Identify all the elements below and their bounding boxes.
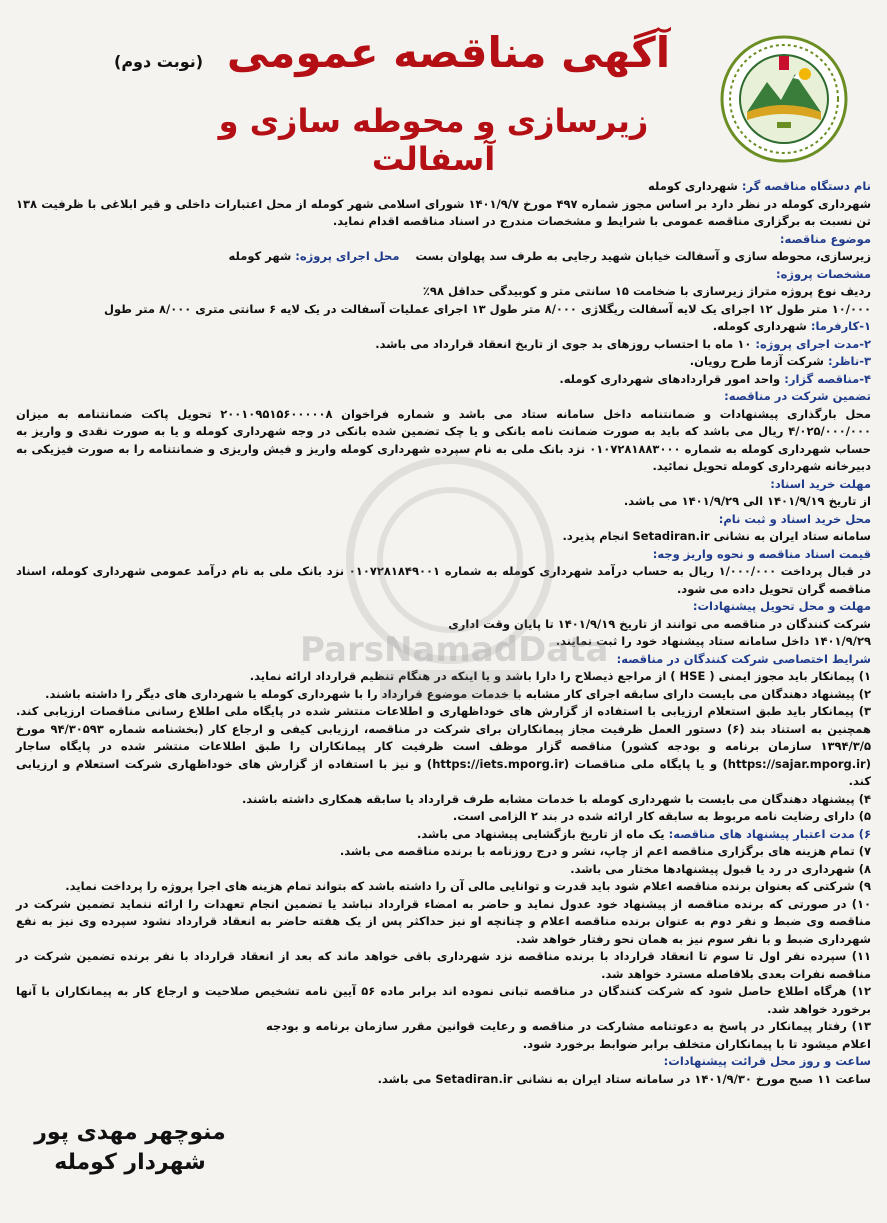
supervisor-label: ۳-ناظر: — [827, 354, 871, 368]
place-value: شهر کومله — [228, 249, 296, 263]
opening-label: ساعت و روز محل قرائت پیشنهادات: — [663, 1054, 871, 1068]
purchase-place-text: سامانه ستاد ایران به نشانی Setadiran.ir انجام پذیرد. — [562, 529, 871, 543]
duration-row — [16, 336, 871, 354]
condition-item: ۹) شرکتی که بعنوان برنده مناقصه اعلام شود باید قدرت و توانایی مالی آن را داشته باشد که بتواند تمام هزینه های اجرا پروژه را پرداخت نماید. — [65, 879, 871, 893]
specs-label: مشخصات پروژه: — [776, 266, 871, 281]
price-text: در قبال پرداخت ۱/۰۰۰/۰۰۰ ریال به حساب درآمد شهرداری کومله به شماره ۰۱۰۷۲۸۱۸۴۹۰۰۱ نزد بانک ملی به نام درآمد عمومی شهرداری کومله، اسناد مناقصه گران تحویل داده می شود. — [16, 564, 871, 596]
tender-label: ۴-مناقصه گزار: — [784, 371, 871, 386]
submission-label: مهلت و محل تحویل پیشنهادات: — [692, 599, 871, 613]
condition-item: ۱۰) در صورتی که برنده مناقصه از پیشنهاد خود عدول نماید و حاضر به امضاء قرارداد نباشد یا تضمین انجام تعهدات را ارائه ننماید تضمین شرکت در مناقصه وی ضبط و نفر دوم به عنوان برنده مناقصه اعلام و چنانچه او نیز حداکثر پس از یک هفته حاضر به انعقاد قرارداد نشود سپرده وی نیز به نفع شهرداری ضبط و با نفر سوم نیز به همان نحو رفتار خواهد شد. — [16, 896, 871, 946]
subject-row — [16, 248, 871, 266]
condition-item: ۷) تمام هزینه های برگزاری مناقصه اعم از چاپ، نشر و درج روزنامه با برنده مناقصه می باشد. — [339, 844, 871, 858]
validity-label: ۶) مدت اعتبار پیشنهاد های مناقصه: — [668, 826, 871, 841]
employer-label: ۱-کارفرما: — [810, 319, 871, 333]
duration-value: ۱۰ ماه با احتساب روزهای بد جوی از تاریخ انعقاد قرارداد می باشد. — [375, 336, 756, 351]
notice-title: آگهی مناقصه عمومی — [226, 28, 671, 77]
tender-row — [16, 371, 871, 389]
condition-item: ۱) پیمانکار باید مجوز ایمنی ( HSE ) از مراجع ذیصلاح را دارا باشد و یا اینکه در هنگام تنظیم قرارداد ارائه نماید. — [249, 669, 871, 683]
condition-item: ۱۱) سپرده نفر اول تا سوم تا انعقاد قرارداد با برنده مناقصه نزد شهرداری باقی خواهد ماند که بعد از انعقاد قرارداد با نفر برنده تضمین شرکت در مناقصه نفرات بعدی بلافاصله مسترد خواهد شد. — [16, 949, 871, 981]
conditions-label: شرایط اختصاصی شرکت کنندگان در مناقصه: — [616, 651, 871, 666]
signature-block — [30, 1118, 230, 1178]
org-value: شهرداری کومله — [648, 179, 742, 193]
subject-value: زیرسازی، محوطه سازی و آسفالت خیابان شهید رجایی به طرف سد پهلوان بست — [415, 249, 871, 263]
supervisor-row — [16, 353, 871, 371]
subject-label: موضوع مناقصه: — [779, 231, 871, 246]
duration-label: ۲-مدت اجرای پروژه: — [755, 336, 871, 351]
submission-line2: ۱۴۰۱/۹/۲۹ داخل سامانه ستاد پیشنهاد خود را ثبت نمایند. — [555, 634, 871, 648]
condition-item: ۴) پیشنهاد دهندگان می بایست با شهرداری کومله با خدمات مشابه طرف قرارداد یا سابقه همکاری داشته باشند. — [241, 791, 871, 806]
employer-value: شهرداری کومله. — [712, 319, 811, 333]
opening-text: ساعت ۱۱ صبح مورخ ۱۴۰۱/۹/۳۰ در سامانه ستاد ایران به نشانی Setadiran.ir می باشد. — [377, 1071, 871, 1086]
supervisor-value: شرکت آزما طرح رویان. — [689, 354, 828, 368]
employer-row — [16, 318, 871, 336]
place-label: محل اجرای پروژه: — [295, 249, 400, 263]
condition-item: ۳) پیمانکار باید طبق استعلام ارزیابی با استفاده از گزارش های خوداظهاری و اطلاعات منتشر شده در پایگاه ملی اطلاع رسانی مناقصات ارزیابی کند. همچنین به استناد بند (۶) دستور العمل ظرفیت مجاز پیمانکاران برای شرکت در مناقصه، ارزیابی کیفی و ارجاع کار (بخشنامه شماره ۹۴/۳۰۵۹۳ مورخ ۱۳۹۴/۳/۵ سازمان برنامه و بودجه کشور) مناقصه گزار موظف است ظرفیت کار پیمانکاران را طبق اطلاعات منتشر شده در پایگاه ساجار (https://sajar.mporg.ir) و یا پایگاه ملی مناقصات (https://iets.mporg.ir) و نیز با استفاده از گزارش های خوداظهاری شرکت استعلام و ارزیابی کند. — [16, 704, 871, 788]
round-label: (نوبت دوم) — [114, 52, 204, 71]
price-label: قیمت اسناد مناقصه و نحوه واریز وجه: — [652, 546, 871, 561]
specs-line1: ردیف نوع پروژه متراژ زیرسازی با ضخامت ۱۵ سانتی متر و کوبیدگی حداقل ۹۸٪ — [422, 284, 871, 298]
tender-value: واحد امور قراردادهای شهرداری کومله. — [559, 371, 785, 386]
org-row — [16, 178, 871, 196]
municipality-logo — [719, 34, 849, 164]
notice-subtitle: زیرسازی و محوطه سازی و آسفالت — [218, 102, 649, 179]
signatory-title: شهردار کومله — [54, 1150, 206, 1175]
condition-item: ۲) پیشنهاد دهندگان می بایست دارای سابقه اجرای کار مشابه با خدمات موضوع قرارداد را با شهرداری کومله یا شهرداری های دیگر را داشته باشند. — [45, 686, 871, 701]
condition-item: ۵) دارای رضایت نامه مربوط به سابقه کار ارائه شده در بند ۲ الزامی است. — [452, 809, 871, 823]
deadline-text: از تاریخ ۱۴۰۱/۹/۱۹ الی ۱۴۰۱/۹/۲۹ می باشد. — [623, 494, 871, 508]
watermark-text: ParsNamadData — [300, 630, 609, 670]
signatory-name: منوچهر مهدی پور — [34, 1120, 226, 1145]
specs-line2: ۱۰/۰۰۰ متر طول ۱۲ اجرای یک لایه آسفالت ریگلاژی ۸/۰۰۰ متر طول ۱۳ اجرای عملیات آسفالت در یک لایه ۶ سانتی متری ۸/۰۰۰ متر طول — [103, 301, 871, 316]
condition-item: ۱۲) هرگاه اطلاع حاصل شود که شرکت کنندگان در مناقصه تبانی نموده اند برابر ماده ۵۶ آیین نامه تشخیص صلاحیت و ارجاع کار به پیمانکاران با آنها برخورد خواهد شد. — [16, 984, 871, 1016]
condition-item: ۸) شهرداری در رد یا قبول پیشنهادها مختار می باشد. — [570, 861, 871, 876]
notice-body — [16, 178, 871, 1088]
guarantee-label: تضمین شرکت در مناقصه: — [724, 389, 871, 403]
guarantee-text: محل بارگذاری پیشنهادات و ضمانتنامه داخل سامانه ستاد می باشد و شماره فراخوان ۲۰۰۱۰۹۵۱۵۶۰۰۰۰۰۸ تحویل پاکت ضمانتنامه به میزان ۴/۰۲۵/۰۰۰/۰۰۰ ریال می باشد که باید به صورت ضمانت نامه بانکی و یا چک تضمین شده بانکی در وجه شهرداری کومله و یا به صورت نقدی و واریز به حساب شهرداری کومله به شماره ۰۱۰۷۲۸۱۸۸۳۰۰۰ نزد بانک ملی به نام سپرده شهرداری کومله واریز و فیش واریزی و ضمانتنامه را به صورت فیزیکی به دبیرخانه شهرداری کومله تحویل نمائید. — [16, 406, 871, 473]
validity-value: یک ماه از تاریخ بازگشایی پیشنهاد می باشد. — [417, 826, 669, 841]
org-label: نام دستگاه مناقصه گر: — [741, 179, 871, 193]
condition-item-6 — [16, 826, 871, 844]
org-intro: شهرداری کومله در نظر دارد بر اساس مجوز شماره ۴۹۷ مورخ ۱۴۰۱/۹/۷ شورای اسلامی شهر کومله از محل اعتبارات داخلی و قیر ابلاغی با ظرفیت ۱۳۸ تن نسبت به برگزاری مناقصه عمومی با شرایط و مشخصات مندرج در اسناد مناقصه اقدام نماید. — [16, 196, 872, 228]
purchase-place-label: محل خرید اسناد و ثبت نام: — [718, 511, 871, 526]
deadline-label: مهلت خرید اسناد: — [770, 476, 871, 491]
submission-line1: شرکت کنندگان در مناقصه می توانند از تاریخ ۱۴۰۱/۹/۱۹ تا پایان وقت اداری — [448, 616, 871, 631]
condition-item: ۱۳) رفتار پیمانکار در پاسخ به دعوتنامه مشارکت در مناقصه و رعایت قوانین مقرر سازمان برنامه و بودجه اعلام میشود تا با پیمانکاران متخلف برابر ضوابط برخورد شود. — [266, 1019, 871, 1051]
notice-header — [16, 0, 871, 178]
